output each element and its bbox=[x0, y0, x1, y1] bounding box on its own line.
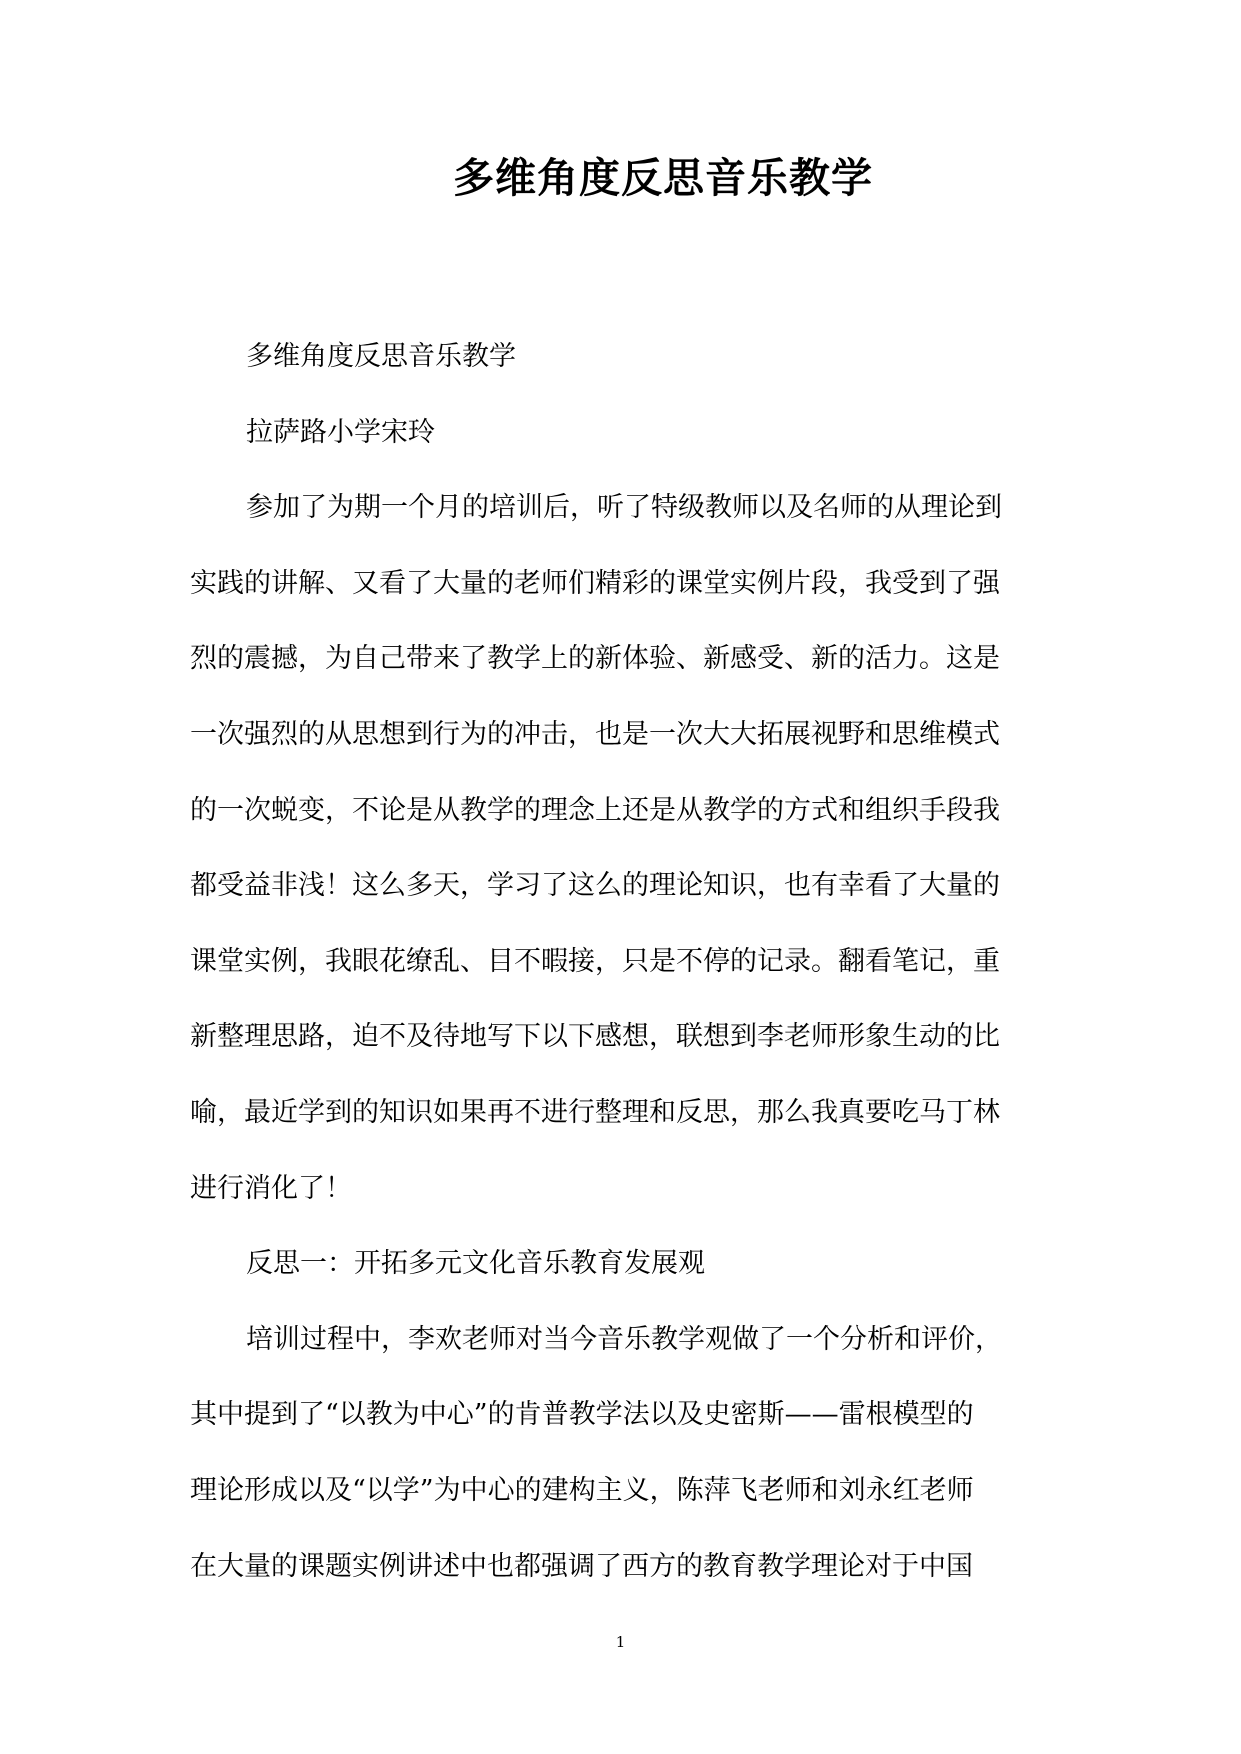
text-line: 实践的讲解、又看了大量的老师们精彩的课堂实例片段，我受到了强 bbox=[190, 567, 1000, 599]
text-line: 培训过程中，李欢老师对当今音乐教学观做了一个分析和评价， bbox=[246, 1323, 1002, 1355]
text-line: 喻，最近学到的知识如果再不进行整理和反思，那么我真要吃马丁林 bbox=[190, 1096, 1000, 1128]
text-line: 烈的震撼，为自己带来了教学上的新体验、新感受、新的活力。这是 bbox=[190, 643, 1000, 675]
document-body bbox=[190, 328, 1056, 1613]
text-line: 一次强烈的从思想到行为的冲击，也是一次大大拓展视野和思维模式 bbox=[190, 718, 1000, 750]
text-line: 反思一：开拓多元文化音乐教育发展观 bbox=[246, 1248, 705, 1280]
text-line: 的一次蜕变，不论是从教学的理念上还是从教学的方式和组织手段我 bbox=[190, 794, 1000, 826]
text-line: 课堂实例，我眼花缭乱、目不暇接，只是不停的记录。翻看笔记，重 bbox=[190, 945, 1000, 977]
text-line: 进行消化了！ bbox=[190, 1172, 352, 1204]
text-line: 参加了为期一个月的培训后，听了特级教师以及名师的从理论到 bbox=[246, 492, 1002, 524]
text-line: 其中提到了“以教为中心”的肯普教学法以及史密斯——雷根模型的 bbox=[190, 1399, 974, 1431]
text-line: 理论形成以及“以学”为中心的建构主义，陈萍飞老师和刘永红老师 bbox=[190, 1474, 974, 1506]
text-line: 多维角度反思音乐教学 bbox=[246, 341, 516, 372]
text-line: 新整理思路，迫不及待地写下以下感想，联想到李老师形象生动的比 bbox=[190, 1021, 1000, 1053]
page-title: 多维角度反思音乐教学 bbox=[453, 154, 873, 202]
text-line: 拉萨路小学宋玲 bbox=[246, 416, 435, 448]
text-line: 在大量的课题实例讲述中也都强调了西方的教育教学理论对于中国 bbox=[190, 1550, 973, 1582]
page-number: 1 bbox=[615, 1633, 626, 1651]
text-line: 都受益非浅！这么多天，学习了这么的理论知识，也有幸看了大量的 bbox=[190, 870, 1000, 902]
